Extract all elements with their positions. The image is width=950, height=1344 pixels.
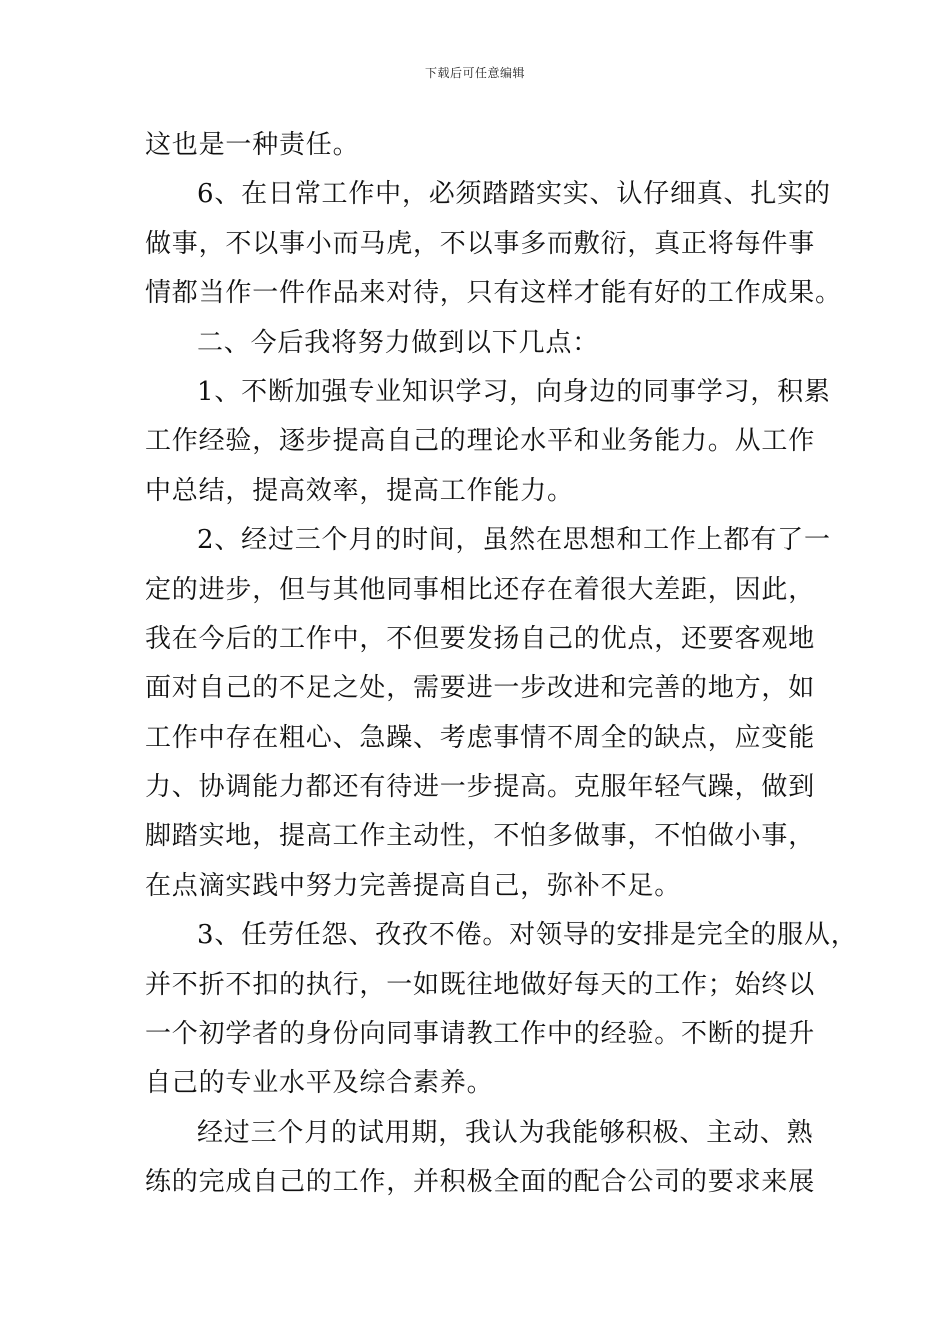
text-line: 这也是一种责任。 bbox=[145, 130, 360, 160]
text-line: 工作经验，逐步提高自己的理论水平和业务能力。从工作 bbox=[145, 426, 816, 457]
paragraph-start-line: 经过三个月的试用期，我认为我能够积极、主动、熟 bbox=[197, 1117, 814, 1148]
text-line: 力、协调能力都还有待进一步提高。克服年轻气躁，做到 bbox=[145, 772, 816, 803]
paragraph-start-line: 3、任劳任怨、孜孜不倦。对领导的安排是完全的服从， bbox=[197, 920, 858, 951]
section-heading: 二、今后我将努力做到以下几点： bbox=[197, 327, 600, 358]
text-line: 做事，不以事小而马虎，不以事多而敷衍，真正将每件事 bbox=[145, 228, 816, 259]
paragraph-start-line: 1、不断加强专业知识学习，向身边的同事学习，积累 bbox=[197, 376, 831, 407]
text-line: 面对自己的不足之处，需要进一步改进和完善的地方，如 bbox=[145, 673, 816, 704]
text-line: 情都当作一件作品来对待，只有这样才能有好的工作成果。 bbox=[145, 278, 842, 309]
text-line: 并不折不扣的执行，一如既往地做好每天的工作；始终以 bbox=[145, 969, 816, 1000]
text-line: 工作中存在粗心、急躁、考虑事情不周全的缺点，应变能 bbox=[145, 722, 816, 753]
text-line: 在点滴实践中努力完善提高自己，弥补不足。 bbox=[145, 870, 682, 901]
text-line: 脚踏实地，提高工作主动性，不怕多做事，不怕做小事， bbox=[145, 821, 816, 852]
document-body bbox=[145, 121, 858, 1208]
text-line: 练的完成自己的工作，并积极全面的配合公司的要求来展 bbox=[145, 1167, 816, 1198]
text-line: 定的进步，但与其他同事相比还存在着很大差距，因此， bbox=[145, 574, 816, 605]
page-header: 下载后可任意编辑 bbox=[424, 66, 525, 80]
text-line: 中总结，提高效率，提高工作能力。 bbox=[145, 475, 574, 506]
text-line: 一个初学者的身份向同事请教工作中的经验。不断的提升 bbox=[145, 1019, 816, 1050]
paragraph-start-line: 6、在日常工作中，必须踏踏实实、认仔细真、扎实的 bbox=[197, 179, 831, 210]
paragraph-start-line: 2、经过三个月的时间，虽然在思想和工作上都有了一 bbox=[197, 525, 831, 556]
text-line: 我在今后的工作中，不但要发扬自己的优点，还要客观地 bbox=[145, 623, 816, 654]
text-line: 自己的专业水平及综合素养。 bbox=[145, 1068, 494, 1099]
